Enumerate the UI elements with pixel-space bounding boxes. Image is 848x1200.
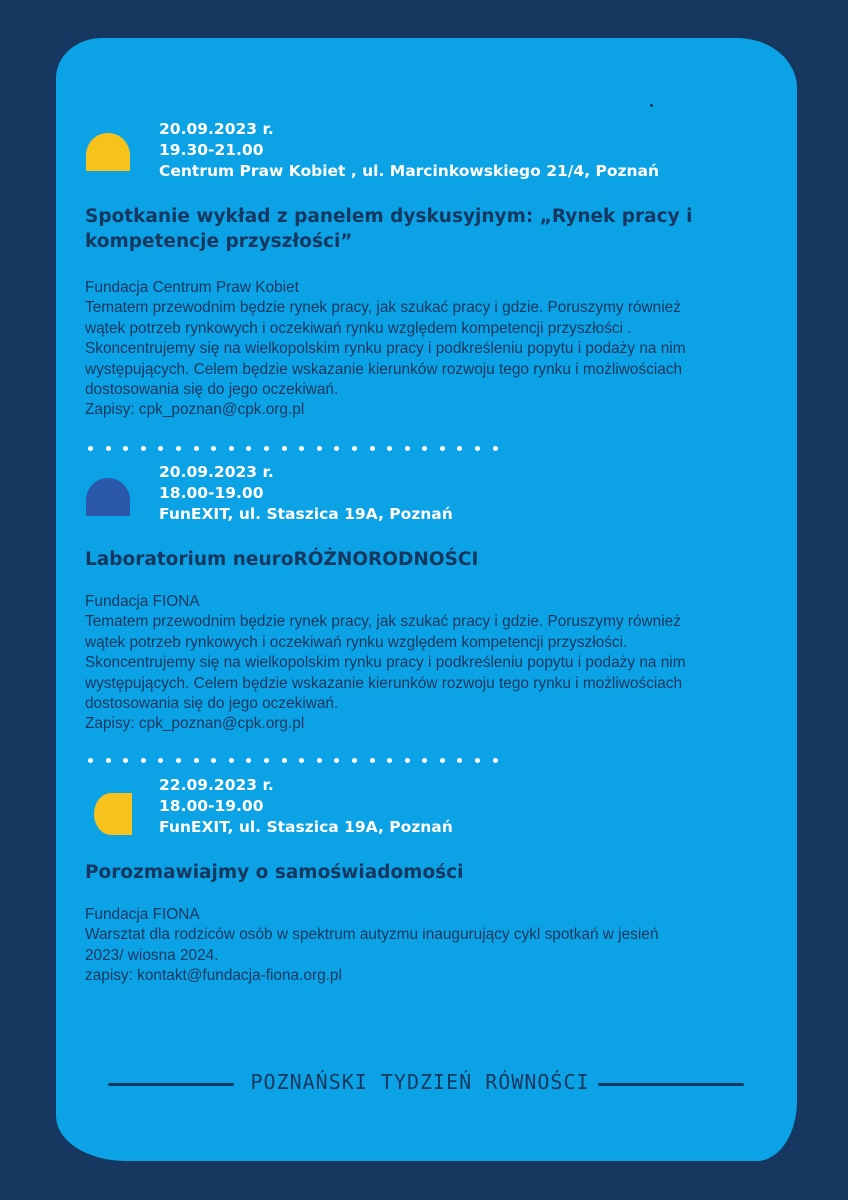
divider-dot (141, 446, 146, 451)
divider-dot (211, 758, 216, 763)
divider-dot (282, 758, 287, 763)
footer-line-left (108, 1083, 234, 1086)
divider-dot (194, 446, 199, 451)
divider-dot (264, 446, 269, 451)
event-2-meta (159, 462, 453, 525)
event-1-body (85, 278, 775, 421)
event-3-organizer: Fundacja FIONA (85, 906, 200, 923)
event-2-line: Tematem przewodnim będzie rynek pracy, jak szukać pracy i gdzie. Poruszymy również (85, 613, 681, 631)
divider-dot (370, 758, 375, 763)
divider-dot (317, 446, 322, 451)
event-3-time: 18.00-19.00 (159, 797, 264, 815)
event-3-line: Warsztat dla rodziców osób w spektrum autyzmu inaugurujący cykl spotkań w jesień (85, 926, 659, 944)
divider-dot (440, 446, 445, 451)
divider-dot (141, 758, 146, 763)
divider-dot (176, 446, 181, 451)
event-2-line: występujących. Celem będzie wskazanie kierunków rozwoju tego rynku i możliwościach (85, 674, 683, 692)
half-circle-blue-icon (85, 478, 131, 516)
divider-dot (440, 758, 445, 763)
divider-dot (457, 758, 462, 763)
quarter-shape-yellow-icon (93, 792, 133, 836)
event-2-title-line-1: Laboratorium neuroRÓŻNORODNOŚCI (85, 549, 479, 570)
event-1-line: Tematem przewodnim będzie rynek pracy, jak szukać pracy i gdzie. Poruszymy również (85, 299, 681, 317)
divider-dot (229, 758, 234, 763)
divider-dot (405, 446, 410, 451)
event-3-signup: zapisy: kontakt@fundacja-fiona.org.pl (85, 967, 342, 985)
event-1-signup: Zapisy: cpk_poznan@cpk.org.pl (85, 401, 305, 419)
divider-dot (317, 758, 322, 763)
event-1-line: Skoncentrujemy się na wielkopolskim rynku pracy i podkreśleniu popytu i podaży na nim (85, 340, 686, 358)
divider-dot (106, 758, 111, 763)
divider-dot (123, 758, 128, 763)
divider-dot (264, 758, 269, 763)
divider-dot (457, 446, 462, 451)
event-3-place: FunEXIT, ul. Staszica 19A, Poznań (159, 818, 453, 836)
footer-line-right (598, 1083, 744, 1086)
footer (108, 1064, 744, 1104)
dotted-divider-1 (88, 446, 498, 454)
event-1-title-line-2: kompetencje przyszłości” (85, 231, 353, 252)
divider-dot (246, 446, 251, 451)
dotted-divider-2 (88, 758, 498, 766)
event-1-line: dostosowania się do jego oczekiwań. (85, 381, 339, 399)
divider-dot (405, 758, 410, 763)
event-2-signup: Zapisy: cpk_poznan@cpk.org.pl (85, 715, 305, 733)
divider-dot (158, 446, 163, 451)
divider-dot (493, 446, 498, 451)
event-1-organizer: Fundacja Centrum Praw Kobiet (85, 279, 299, 296)
divider-dot (194, 758, 199, 763)
divider-dot (246, 758, 251, 763)
divider-dot (334, 758, 339, 763)
divider-dot (493, 758, 498, 763)
event-1-place: Centrum Praw Kobiet , ul. Marcinkowskiego 21/4, Poznań (159, 162, 660, 180)
divider-dot (387, 758, 392, 763)
divider-dot (299, 446, 304, 451)
stray-dot (650, 104, 653, 107)
footer-title: POZNAŃSKI TYDZIEŃ RÓWNOŚCI (250, 1070, 590, 1094)
event-2-body (85, 592, 775, 735)
event-3-line: 2023/ wiosna 2024. (85, 946, 219, 964)
event-3-body (85, 905, 775, 987)
divider-dot (229, 446, 234, 451)
event-1-line: wątek potrzeb rynkowych i oczekiwań rynku względem kompetencji przyszłości . (85, 319, 632, 337)
divider-dot (88, 446, 93, 451)
divider-dot (282, 446, 287, 451)
event-1-time: 19.30-21.00 (159, 141, 264, 159)
event-2-line: dostosowania się do jego oczekiwań. (85, 695, 339, 713)
divider-dot (352, 758, 357, 763)
event-1-date: 20.09.2023 r. (159, 120, 274, 138)
divider-dot (422, 758, 427, 763)
divider-dot (176, 758, 181, 763)
half-circle-yellow-icon (85, 133, 131, 171)
event-3-title (85, 860, 735, 885)
event-2-time: 18.00-19.00 (159, 484, 264, 502)
event-1-title-line-1: Spotkanie wykład z panelem dyskusyjnym: „Rynek pracy i (85, 206, 693, 227)
event-2-date: 20.09.2023 r. (159, 463, 274, 481)
event-2-place: FunEXIT, ul. Staszica 19A, Poznań (159, 505, 453, 523)
divider-dot (88, 758, 93, 763)
divider-dot (352, 446, 357, 451)
event-2-line: Skoncentrujemy się na wielkopolskim rynku pracy i podkreśleniu popytu i podaży na nim (85, 654, 686, 672)
divider-dot (211, 446, 216, 451)
event-1-line: występujących. Celem będzie wskazanie kierunków rozwoju tego rynku i możliwościach (85, 360, 683, 378)
divider-dot (123, 446, 128, 451)
event-2-title (85, 547, 735, 572)
divider-dot (334, 446, 339, 451)
event-2-organizer: Fundacja FIONA (85, 593, 200, 610)
divider-dot (475, 446, 480, 451)
divider-dot (422, 446, 427, 451)
divider-dot (106, 446, 111, 451)
event-3-title-line-1: Porozmawiajmy o samoświadomości (85, 862, 464, 883)
event-1-title (85, 204, 735, 254)
divider-dot (158, 758, 163, 763)
event-2-line: wątek potrzeb rynkowych i oczekiwań rynku względem kompetencji przyszłości. (85, 633, 628, 651)
event-3-meta (159, 775, 453, 838)
divider-dot (475, 758, 480, 763)
divider-dot (299, 758, 304, 763)
event-1-meta (159, 119, 659, 182)
divider-dot (370, 446, 375, 451)
event-3-date: 22.09.2023 r. (159, 776, 274, 794)
divider-dot (387, 446, 392, 451)
